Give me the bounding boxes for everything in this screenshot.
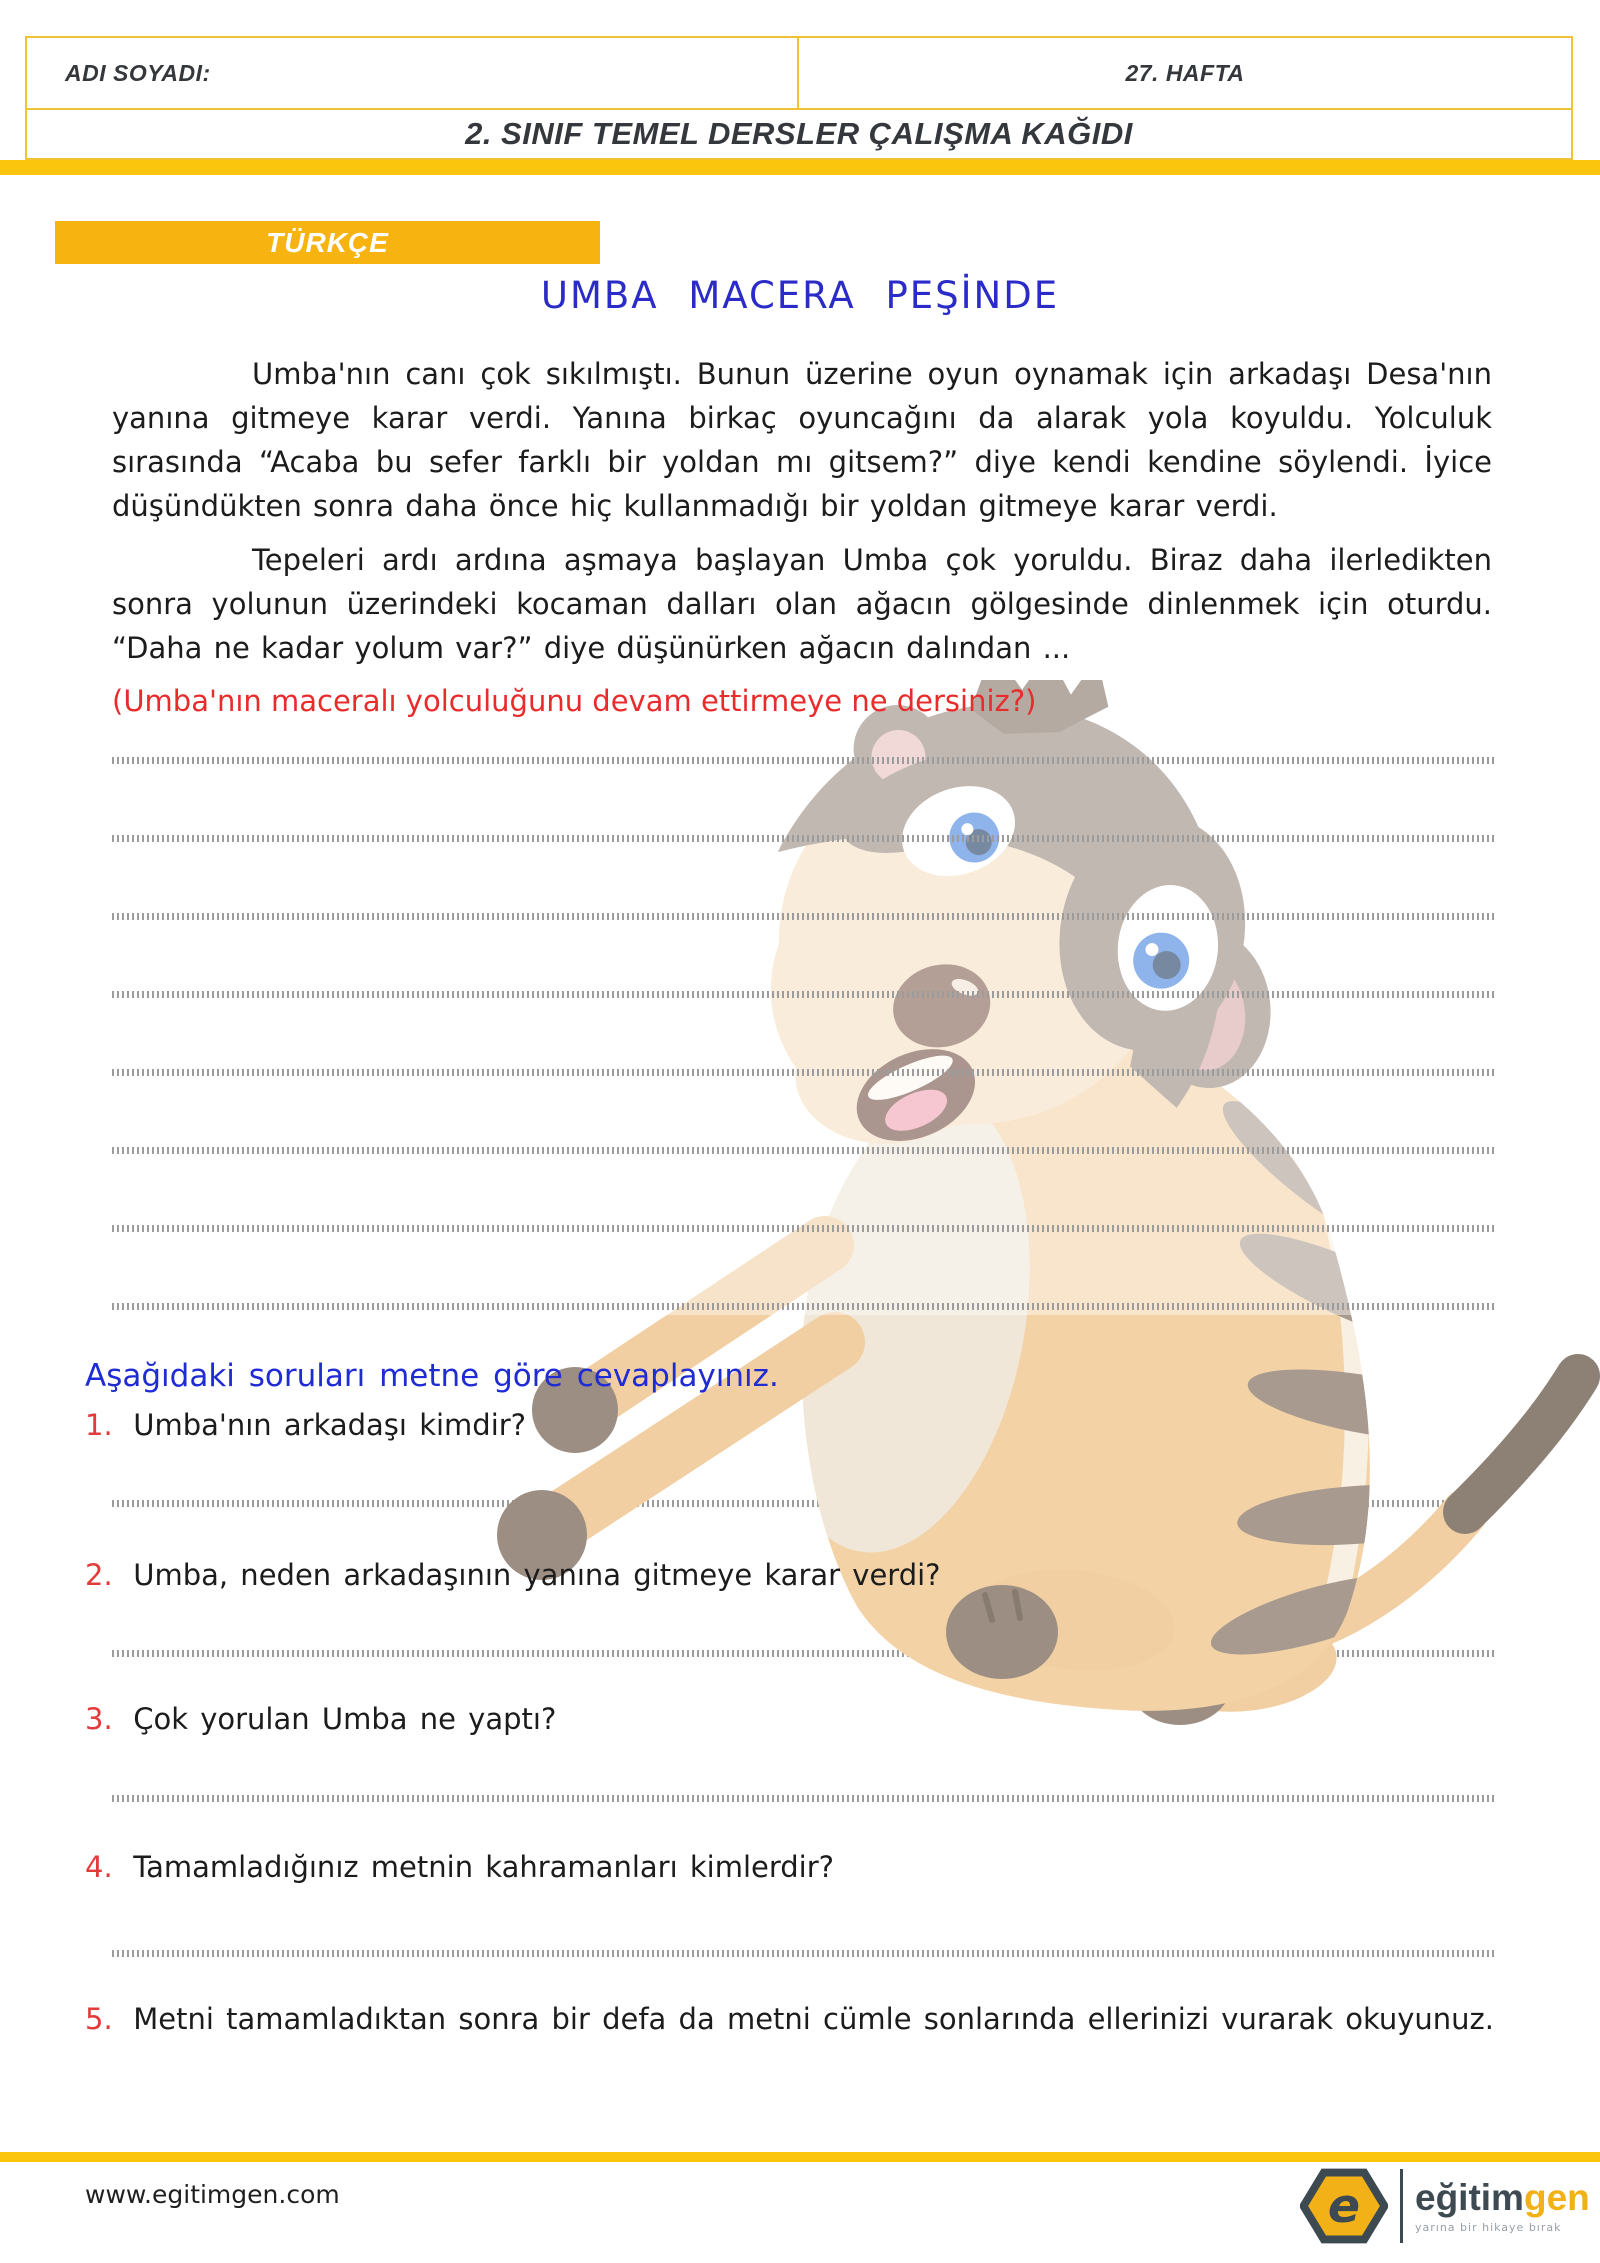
question-number: 1. xyxy=(85,1408,113,1442)
writing-line xyxy=(112,991,1494,998)
answer-line xyxy=(112,1950,1494,1957)
question-row-2 xyxy=(85,1558,941,1592)
writing-line xyxy=(112,1225,1494,1232)
subject-badge xyxy=(55,221,600,264)
writing-line xyxy=(112,1303,1494,1310)
questions-heading: Aşağıdaki soruları metne göre cevaplayınız. xyxy=(85,1358,779,1394)
story-paragraph-1: Umba'nın canı çok sıkılmıştı. Bunun üzerine oyun oynamak için arkadaşı Desa'nın yanına gitmeye karar verdi. Yanına birkaç oyuncağını da alarak yola koyuldu. Yolculuk sırasında “Acaba bu sefer farklı bir yoldan mı gitsem?” diye kendi kendine söylendi. İyice düşündükten sonra daha önce hiç kullanmadığı bir yoldan gitmeye karar verdi. xyxy=(112,357,1492,523)
logo-text xyxy=(1415,2179,1590,2233)
name-surname-label: ADI SOYADI: xyxy=(65,59,211,86)
story-paragraph-2: Tepeleri ardı ardına aşmaya başlayan Umba çok yoruldu. Biraz daha ilerledikten sonra yolunun üzerindeki kocaman dalları olan ağacın gölgesinde dinlenmek için oturdu. “Daha ne kadar yolum var?” diye düşünürken ağacın dalından ... xyxy=(112,543,1492,665)
logo-text-secondary: gen xyxy=(1523,2177,1590,2218)
question-number: 3. xyxy=(85,1702,113,1736)
question-text: Umba, neden arkadaşının yanına gitmeye karar verdi? xyxy=(133,1558,941,1592)
name-surname-cell xyxy=(27,38,799,108)
website-text: www.egitimgen.com xyxy=(85,2180,340,2209)
question-text: Metni tamamladıktan sonra bir defa da metni cümle sonlarında ellerinizi vurarak okuyunuz. xyxy=(133,2002,1494,2036)
question-number: 4. xyxy=(85,1850,113,1884)
egitimgen-hexagon-icon xyxy=(1300,2162,1388,2250)
sheet-title-row xyxy=(27,108,1571,158)
continuation-prompt: (Umba'nın maceralı yolculuğunu devam ettirmeye ne dersiniz?) xyxy=(112,684,1037,718)
question-row-5 xyxy=(85,2002,1494,2036)
question-row-4 xyxy=(85,1850,834,1884)
question-text: Umba'nın arkadaşı kimdir? xyxy=(133,1408,527,1442)
writing-line xyxy=(112,913,1494,920)
yellow-divider-bar xyxy=(0,160,1600,175)
logo-divider xyxy=(1400,2169,1403,2243)
header-table xyxy=(25,36,1573,160)
story-text xyxy=(112,352,1492,670)
question-row-1 xyxy=(85,1408,526,1442)
answer-line xyxy=(112,1795,1494,1802)
reading-title: UMBA MACERA PEŞİNDE xyxy=(540,274,1060,317)
question-text: Tamamladığınız metnin kahramanları kimlerdir? xyxy=(133,1850,835,1884)
sheet-title: 2. SINIF TEMEL DERSLER ÇALIŞMA KAĞIDI xyxy=(465,116,1133,151)
logo-text-primary: eğitim xyxy=(1415,2177,1524,2218)
question-row-3 xyxy=(85,1702,556,1736)
egitimgen-logo xyxy=(1300,2162,1590,2250)
question-number: 5. xyxy=(85,2002,113,2036)
question-number: 2. xyxy=(85,1558,113,1592)
logo-tagline: yarına bir hikaye bırak xyxy=(1415,2221,1562,2234)
week-label: 27. HAFTA xyxy=(1125,59,1245,86)
footer-yellow-bar xyxy=(0,2152,1600,2162)
svg-text:e: e xyxy=(1327,2178,1361,2234)
question-text: Çok yorulan Umba ne yaptı? xyxy=(133,1702,557,1736)
writing-line xyxy=(112,1147,1494,1154)
week-cell xyxy=(799,38,1571,108)
writing-line xyxy=(112,757,1494,764)
writing-line xyxy=(112,1069,1494,1076)
header-row xyxy=(27,38,1571,108)
subject-badge-label: TÜRKÇE xyxy=(266,226,389,258)
writing-line xyxy=(112,835,1494,842)
